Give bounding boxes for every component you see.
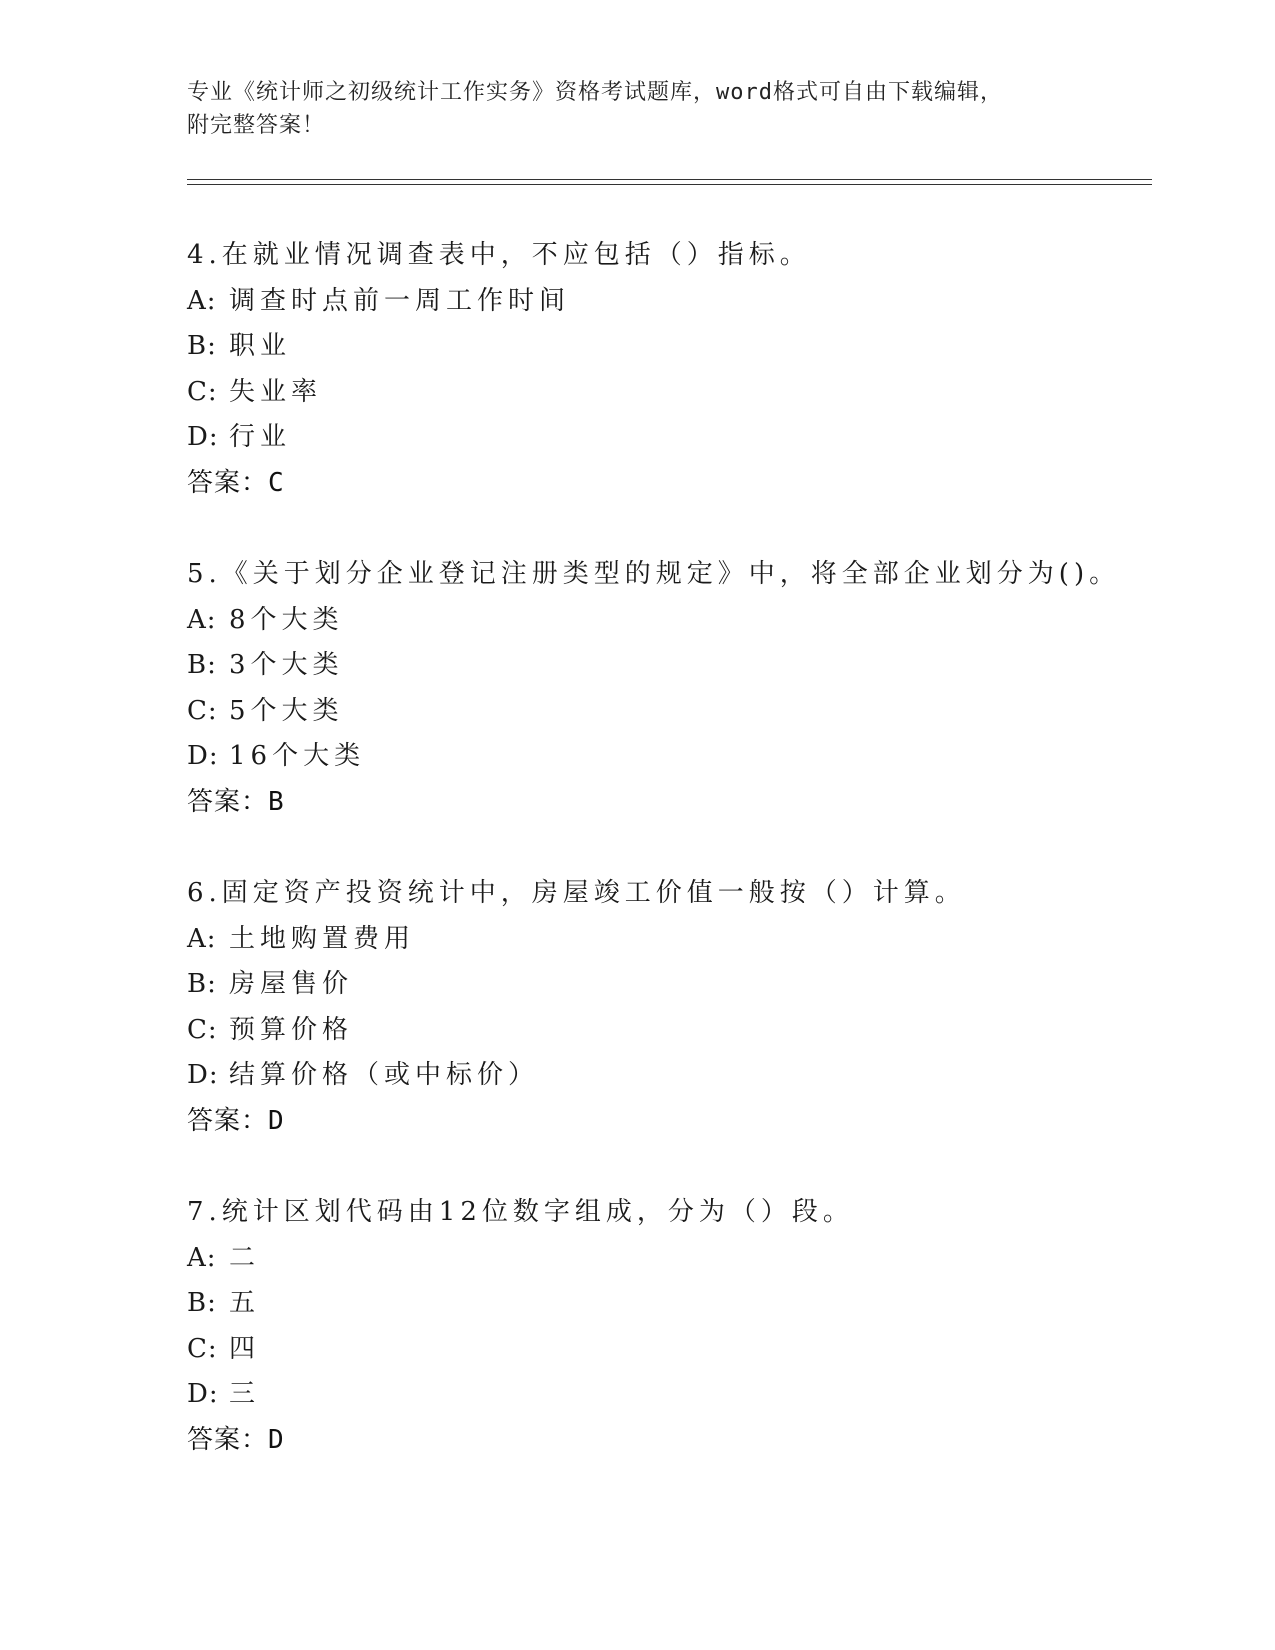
option-key: A: [187,604,217,635]
option-a [187,917,1152,963]
option-key: A: [187,285,217,316]
option-key: D: [187,1060,219,1090]
option-c [187,689,1152,735]
question-stem: 7.统计区划代码由12位数字组成，分为（）段。 [187,1197,854,1227]
option-text: 调查时点前一周工作时间 [229,285,571,316]
question-6 [187,871,1152,1144]
option-text: 预算价格 [229,1014,354,1045]
question-stem: 4.在就业情况调查表中，不应包括（）指标。 [187,240,811,270]
answer-label: 答案： [187,467,269,498]
answer-label: 答案： [187,1424,269,1455]
question-5 [187,552,1152,825]
option-c [187,1327,1152,1373]
option-text: 三 [229,1379,261,1409]
answer-label: 答案： [187,1105,269,1136]
option-text: 16个大类 [229,741,366,771]
option-d [187,415,1152,461]
option-text: 职业 [229,331,292,361]
option-key: A: [187,923,217,954]
answer-value: D [268,1105,285,1136]
option-b [187,962,1152,1008]
question-stem: 5.《关于划分企业登记注册类型的规定》中，将全部企业划分为()。 [187,559,1121,589]
question-4 [187,233,1152,506]
option-key: D: [187,1379,219,1409]
option-text: 8个大类 [229,604,344,635]
option-text: 房屋售价 [229,969,354,999]
answer-value: D [268,1424,285,1455]
option-c [187,1008,1152,1054]
answer-label: 答案： [187,786,269,817]
header-line-2: 附完整答案！ [187,113,326,138]
option-b [187,324,1152,370]
option-b [187,643,1152,689]
option-key: C: [187,1014,218,1045]
option-key: D: [187,741,219,771]
option-text: 失业率 [229,376,323,407]
option-d [187,1053,1152,1099]
option-text: 3个大类 [229,650,344,680]
answer-line [187,1418,1152,1464]
option-key: B: [187,1288,217,1318]
header-divider-top [187,179,1152,180]
option-key: D: [187,422,219,452]
option-c [187,370,1152,416]
answer-line [187,1099,1152,1145]
option-text: 行业 [229,422,292,452]
answer-value: C [268,467,285,498]
option-key: C: [187,376,218,407]
option-key: C: [187,695,218,726]
answer-line [187,461,1152,507]
option-text: 二 [229,1242,261,1273]
document-header [187,76,1087,142]
question-7 [187,1190,1152,1463]
option-text: 5个大类 [229,695,344,726]
option-d [187,734,1152,780]
answer-line [187,780,1152,826]
option-text: 土地购置费用 [229,923,416,954]
option-key: C: [187,1333,218,1364]
option-key: B: [187,650,217,680]
option-a [187,598,1152,644]
option-key: A: [187,1242,217,1273]
option-b [187,1281,1152,1327]
header-line-1: 专业《统计师之初级统计工作实务》资格考试题库，word格式可自由下载编辑， [187,80,1003,105]
option-key: B: [187,969,217,999]
option-text: 四 [229,1333,261,1364]
option-key: B: [187,331,217,361]
answer-value: B [268,786,285,817]
option-d [187,1372,1152,1418]
question-stem: 6.固定资产投资统计中，房屋竣工价值一般按（）计算。 [187,878,966,908]
header-divider-bottom [187,184,1152,185]
option-text: 结算价格（或中标价） [229,1060,540,1090]
option-text: 五 [229,1288,261,1318]
option-a [187,1236,1152,1282]
option-a [187,279,1152,325]
